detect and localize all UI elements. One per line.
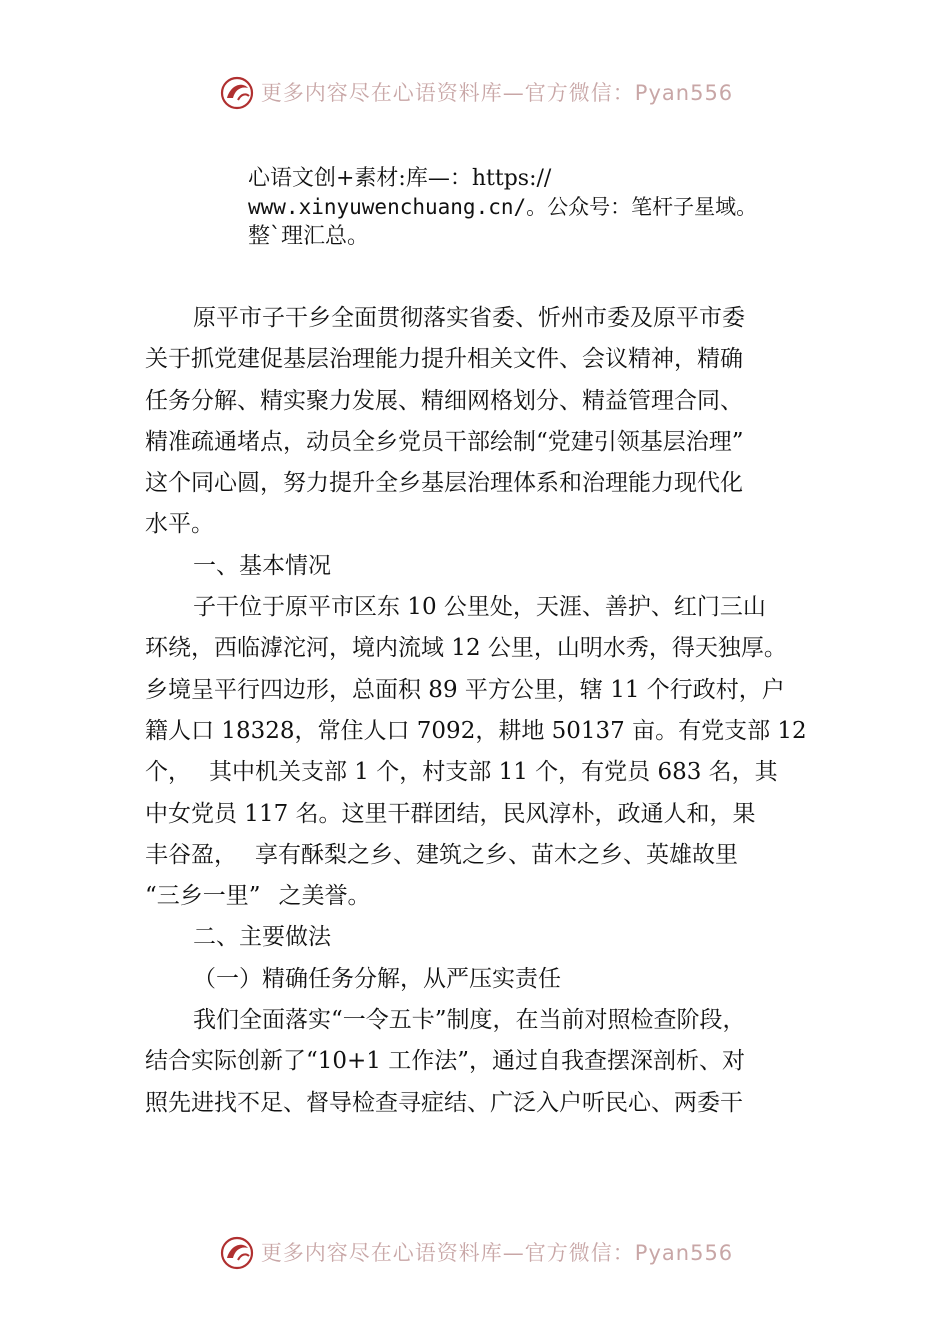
basic-line: 乡境呈平行四边形，总面积 89 平方公里，辖 11 个行政村，户 [145,676,785,703]
intro-line: 精准疏通堵点，动员全乡党员干部绘制“党建引领基层治理” [145,428,744,455]
intro-line: 这个同心圆，努力提升全乡基层治理体系和治理能力现代化 [145,470,743,497]
intro-line: 任务分解、精实聚力发展、精细网格划分、精益管理合同、 [145,387,743,414]
basic-line-part: “三乡一里” [145,883,261,910]
intro-line: 原平市子干乡全面贯彻落实省委、忻州市委及原平市委 [193,305,745,331]
section-heading-practice: 二、主要做法 [193,924,331,951]
basic-line-part: 之美誉。 [278,883,371,910]
basic-line [145,752,815,793]
header-watermark-banner [0,70,950,114]
practice-line: 我们全面落实“一令五卡”制度，在当前对照检查阶段， [193,1007,746,1034]
intro-line: 水平。 [145,511,214,538]
practice-line: 照先进找不足、督导检查寻症结、广泛入户听民心、两委干 [145,1089,743,1116]
practice-line: 结合实际创新了“10+1 工作法”，通过自我查摆深剖析、对 [145,1048,745,1075]
source-note-line: 整`理汇总。 [248,224,370,249]
basic-line-part: 丰谷盈， [145,841,237,868]
section-heading-basic: 一、基本情况 [193,552,331,579]
source-note [248,164,848,251]
red-swirl-logo-icon [217,1232,257,1272]
basic-line-part: 个， [145,759,191,786]
subsection-heading: （一）精确任务分解，从严压实责任 [193,965,561,992]
footer-watermark-banner [0,1230,950,1274]
article-body [145,298,815,1124]
intro-line: 关于抓党建促基层治理能力提升相关文件、会议精神，精确 [145,346,743,373]
basic-line: 籍人口 18328，常住人口 7092，耕地 50137 亩。有党支部 12 [145,717,807,744]
basic-line: 子干位于原平市区东 10 公里处，天涯、善护、红门三山 [193,594,766,621]
basic-line [145,876,815,917]
red-swirl-logo-icon [217,72,257,112]
basic-line: 环绕，西临滹沱河，境内流域 12 公里，山明水秀，得天独厚。 [145,635,787,662]
source-note-line: 心语文创+素材:库—：https:// [248,166,552,191]
basic-line: 中女党员 117 名。这里干群团结，民风淳朴，政通人和，果 [145,800,756,827]
basic-line [145,835,815,876]
banner-text: 更多内容尽在心语资料库—官方微信：Pyan556 [260,1241,734,1265]
basic-line-part: 其中机关支部 1 个，村支部 11 个，有党员 683 名，其 [209,759,778,786]
source-note-line: www.xinyuwenchuang.cn/。公众号：笔杆子星域。 [248,195,758,219]
basic-line-part: 享有酥梨之乡、建筑之乡、苗木之乡、英雄故里 [255,841,738,868]
banner-text: 更多内容尽在心语资料库—官方微信：Pyan556 [260,81,734,105]
